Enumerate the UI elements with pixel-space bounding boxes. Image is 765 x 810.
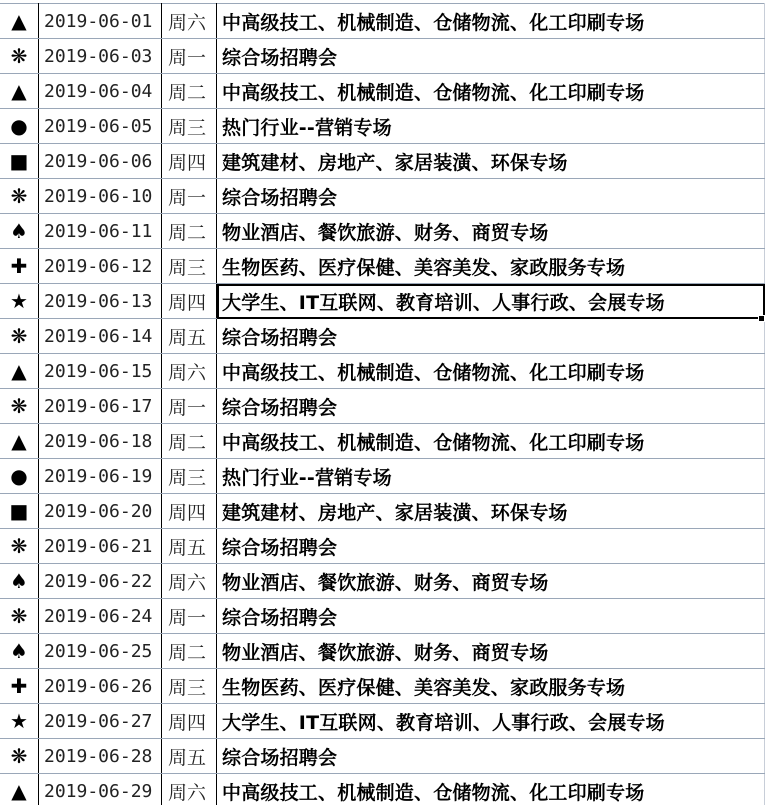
asterisk-flower-icon[interactable]: ❋ (0, 739, 39, 774)
date-cell[interactable]: 2019-06-12 (39, 249, 162, 284)
table-row[interactable] (0, 564, 765, 599)
description-cell[interactable]: 建筑建材、房地产、家居装潢、环保专场 (217, 144, 765, 179)
triangle-icon[interactable]: ▲ (0, 774, 39, 809)
weekday-cell[interactable]: 周三 (162, 669, 217, 704)
table-row[interactable] (0, 774, 765, 809)
weekday-cell[interactable]: 周三 (162, 459, 217, 494)
square-icon[interactable]: ■ (0, 494, 39, 529)
description-cell[interactable]: 大学生、IT互联网、教育培训、人事行政、会展专场 (217, 704, 765, 739)
date-cell[interactable]: 2019-06-29 (39, 774, 162, 809)
fill-handle[interactable] (758, 315, 765, 322)
table-row[interactable] (0, 389, 765, 424)
date-cell[interactable]: 2019-06-03 (39, 39, 162, 74)
date-cell[interactable]: 2019-06-10 (39, 179, 162, 214)
weekday-cell[interactable]: 周六 (162, 4, 217, 39)
table-row[interactable] (0, 459, 765, 494)
table-row[interactable] (0, 704, 765, 739)
description-cell[interactable]: 中高级技工、机械制造、仓储物流、化工印刷专场 (217, 424, 765, 459)
spreadsheet-body (0, 4, 765, 809)
table-row[interactable] (0, 74, 765, 109)
description-cell[interactable]: 热门行业--营销专场 (217, 109, 765, 144)
weekday-cell[interactable]: 周一 (162, 389, 217, 424)
circle-icon[interactable]: ● (0, 109, 39, 144)
weekday-cell[interactable]: 周一 (162, 179, 217, 214)
weekday-cell[interactable]: 周六 (162, 354, 217, 389)
cross-icon[interactable]: ✚ (0, 249, 39, 284)
table-row[interactable] (0, 739, 765, 774)
weekday-cell[interactable]: 周二 (162, 214, 217, 249)
table-row[interactable] (0, 599, 765, 634)
weekday-cell[interactable]: 周五 (162, 319, 217, 354)
cross-icon[interactable]: ✚ (0, 669, 39, 704)
weekday-cell[interactable]: 周一 (162, 599, 217, 634)
table-row[interactable] (0, 249, 765, 284)
description-cell[interactable]: 物业酒店、餐饮旅游、财务、商贸专场 (217, 634, 765, 669)
weekday-cell[interactable]: 周四 (162, 284, 217, 319)
triangle-icon[interactable]: ▲ (0, 424, 39, 459)
description-cell[interactable]: 物业酒店、餐饮旅游、财务、商贸专场 (217, 214, 765, 249)
description-cell[interactable]: 热门行业--营销专场 (217, 459, 765, 494)
description-cell[interactable]: 中高级技工、机械制造、仓储物流、化工印刷专场 (217, 74, 765, 109)
weekday-cell[interactable]: 周六 (162, 564, 217, 599)
table-row[interactable] (0, 669, 765, 704)
spade-icon[interactable]: ♠ (0, 564, 39, 599)
date-cell[interactable]: 2019-06-22 (39, 564, 162, 599)
date-cell[interactable]: 2019-06-13 (39, 284, 162, 319)
table-row[interactable] (0, 4, 765, 39)
table-row[interactable] (0, 179, 765, 214)
table-row[interactable] (0, 424, 765, 459)
date-cell[interactable]: 2019-06-21 (39, 529, 162, 564)
description-cell[interactable]: 综合场招聘会 (217, 39, 765, 74)
description-cell[interactable]: 综合场招聘会 (217, 319, 765, 354)
weekday-cell[interactable]: 周二 (162, 634, 217, 669)
description-cell[interactable]: 物业酒店、餐饮旅游、财务、商贸专场 (217, 564, 765, 599)
asterisk-flower-icon[interactable]: ❋ (0, 319, 39, 354)
date-cell[interactable]: 2019-06-15 (39, 354, 162, 389)
date-cell[interactable]: 2019-06-27 (39, 704, 162, 739)
table-row[interactable] (0, 319, 765, 354)
description-cell[interactable]: 生物医药、医疗保健、美容美发、家政服务专场 (217, 669, 765, 704)
description-cell[interactable]: 综合场招聘会 (217, 389, 765, 424)
table-row[interactable] (0, 214, 765, 249)
weekday-cell[interactable]: 周二 (162, 424, 217, 459)
description-cell[interactable]: 中高级技工、机械制造、仓储物流、化工印刷专场 (217, 4, 765, 39)
description-cell[interactable]: 综合场招聘会 (217, 529, 765, 564)
description-cell[interactable]: 中高级技工、机械制造、仓储物流、化工印刷专场 (217, 774, 765, 809)
table-row[interactable] (0, 284, 765, 319)
date-cell[interactable]: 2019-06-25 (39, 634, 162, 669)
spade-icon[interactable]: ♠ (0, 214, 39, 249)
circle-icon[interactable]: ● (0, 459, 39, 494)
weekday-cell[interactable]: 周四 (162, 704, 217, 739)
asterisk-flower-icon[interactable]: ❋ (0, 389, 39, 424)
date-cell[interactable]: 2019-06-04 (39, 74, 162, 109)
description-cell[interactable]: 建筑建材、房地产、家居装潢、环保专场 (217, 494, 765, 529)
date-cell[interactable]: 2019-06-14 (39, 319, 162, 354)
date-cell[interactable]: 2019-06-19 (39, 459, 162, 494)
weekday-cell[interactable]: 周三 (162, 249, 217, 284)
weekday-cell[interactable]: 周一 (162, 39, 217, 74)
asterisk-flower-icon[interactable]: ❋ (0, 529, 39, 564)
weekday-cell[interactable]: 周五 (162, 739, 217, 774)
date-cell[interactable]: 2019-06-05 (39, 109, 162, 144)
date-cell[interactable]: 2019-06-24 (39, 599, 162, 634)
asterisk-flower-icon[interactable]: ❋ (0, 39, 39, 74)
description-cell[interactable]: 综合场招聘会 (217, 179, 765, 214)
description-cell[interactable]: 中高级技工、机械制造、仓储物流、化工印刷专场 (217, 354, 765, 389)
table-row[interactable] (0, 529, 765, 564)
table-row[interactable] (0, 634, 765, 669)
star-icon[interactable]: ★ (0, 704, 39, 739)
description-cell[interactable]: 生物医药、医疗保健、美容美发、家政服务专场 (217, 249, 765, 284)
table-row[interactable] (0, 354, 765, 389)
date-cell[interactable]: 2019-06-01 (39, 4, 162, 39)
description-cell[interactable]: 综合场招聘会 (217, 599, 765, 634)
date-cell[interactable]: 2019-06-06 (39, 144, 162, 179)
asterisk-flower-icon[interactable]: ❋ (0, 179, 39, 214)
triangle-icon[interactable]: ▲ (0, 354, 39, 389)
date-cell[interactable]: 2019-06-18 (39, 424, 162, 459)
star-icon[interactable]: ★ (0, 284, 39, 319)
table-row[interactable] (0, 39, 765, 74)
selected-cell[interactable]: 大学生、IT互联网、教育培训、人事行政、会展专场 (217, 284, 765, 319)
weekday-cell[interactable]: 周三 (162, 109, 217, 144)
table-row[interactable] (0, 494, 765, 529)
weekday-cell[interactable]: 周四 (162, 494, 217, 529)
date-cell[interactable]: 2019-06-28 (39, 739, 162, 774)
triangle-icon[interactable]: ▲ (0, 4, 39, 39)
weekday-cell[interactable]: 周四 (162, 144, 217, 179)
triangle-icon[interactable]: ▲ (0, 74, 39, 109)
spade-icon[interactable]: ♠ (0, 634, 39, 669)
asterisk-flower-icon[interactable]: ❋ (0, 599, 39, 634)
spreadsheet-grid (0, 3, 765, 809)
date-cell[interactable]: 2019-06-20 (39, 494, 162, 529)
table-row[interactable] (0, 109, 765, 144)
date-cell[interactable]: 2019-06-26 (39, 669, 162, 704)
date-cell[interactable]: 2019-06-11 (39, 214, 162, 249)
square-icon[interactable]: ■ (0, 144, 39, 179)
sheet-bottom-edge (0, 805, 765, 810)
description-cell[interactable]: 综合场招聘会 (217, 739, 765, 774)
weekday-cell[interactable]: 周二 (162, 74, 217, 109)
date-cell[interactable]: 2019-06-17 (39, 389, 162, 424)
weekday-cell[interactable]: 周五 (162, 529, 217, 564)
table-row[interactable] (0, 144, 765, 179)
weekday-cell[interactable]: 周六 (162, 774, 217, 809)
